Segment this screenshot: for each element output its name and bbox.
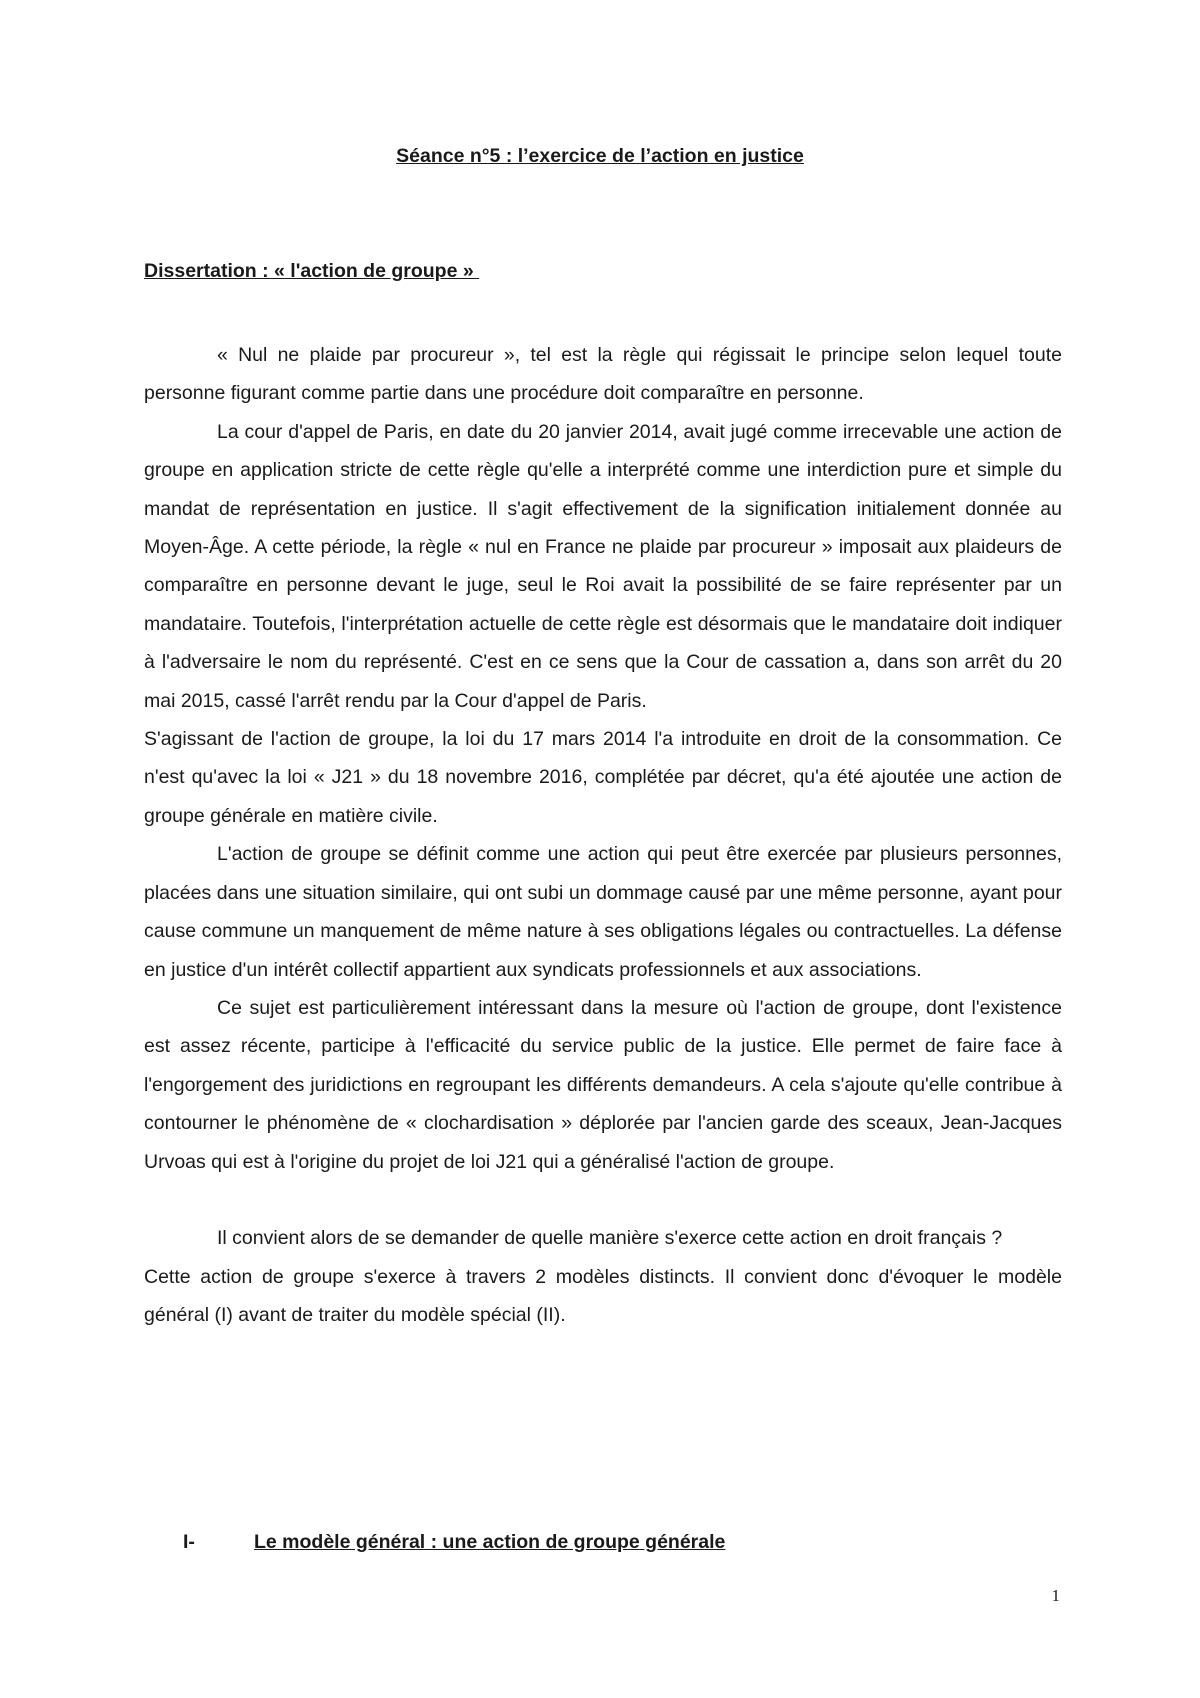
page-number: 1 xyxy=(1051,1586,1060,1605)
section-title: Le modèle général : une action de groupe générale xyxy=(254,1531,726,1553)
section-number: I- xyxy=(183,1531,195,1553)
paragraph-definition: L'action de groupe se définit comme une action qui peut être exercée par plusieurs personnes, placées dans une situation similaire, qui ont subi un dommage causé par une même personne, ayant pour cause commune un manquement de même nature à ses obligations légales ou contractuelles. La défense en justice d'un intérêt collectif appartient aux syndicats professionnels et aux associations. xyxy=(144,843,1062,981)
paragraph-annonce-plan: Cette action de groupe s'exerce à travers 2 modèles distincts. Il convient donc d'évoquer le modèle général (I) avant de traiter du modèle spécial (II). xyxy=(144,1265,1062,1327)
section-heading xyxy=(183,1530,725,1554)
paragraph-problematique: Il convient alors de se demander de quelle manière s'exerce cette action en droit français ? xyxy=(217,1227,1003,1250)
dissertation-subtitle: Dissertation : « l'action de groupe » xyxy=(144,260,480,282)
paragraph-interet-sujet: Ce sujet est particulièrement intéressant dans la mesure où l'action de groupe, dont l'existence est assez récente, participe à l'efficacité du service public de la justice. Elle permet de faire face à l'engorgement des juridictions en regroupant les différents demandeurs. A cela s'ajoute qu'elle contribue à contourner le phénomène de « clochardisation » déplorée par l'ancien garde des sceaux, Jean-Jacques Urvoas qui est à l'origine du projet de loi J21 qui a généralisé l'action de groupe. xyxy=(144,996,1062,1173)
paragraph-cour-appel: La cour d'appel de Paris, en date du 20 janvier 2014, avait jugé comme irrecevable une action de groupe en application stricte de cette règle qu'elle a interprété comme une interdiction pure et simple du mandat de représentation en justice. Il s'agit effectivement de la signification initialement donnée au Moyen-Âge. A cette période, la règle « nul en France ne plaide par procureur » imposait aux plaideurs de comparaître en personne devant le juge, seul le Roi avait la possibilité de se faire représenter par un mandataire. Toutefois, l'interprétation actuelle de cette règle est désormais que le mandataire doit indiquer à l'adversaire le nom du représenté. C'est en ce sens que la Cour de cassation a, dans son arrêt du 20 mai 2015, cassé l'arrêt rendu par la Cour d'appel de Paris. xyxy=(144,420,1062,712)
paragraph-intro-adage: « Nul ne plaide par procureur », tel est la règle qui régissait le principe selon lequel toute personne figurant comme partie dans une procédure doit comparaître en personne. xyxy=(144,344,1062,405)
paragraph-loi-2014: S'agissant de l'action de groupe, la loi du 17 mars 2014 l'a introduite en droit de la consommation. Ce n'est qu'avec la loi « J21 » du 18 novembre 2016, complétée par décret, qu'a été ajoutée une action de groupe générale en matière civile. xyxy=(144,728,1062,827)
document-body xyxy=(144,336,1062,1335)
document-title: Séance n°5 : l’exercice de l’action en justice xyxy=(396,145,804,167)
